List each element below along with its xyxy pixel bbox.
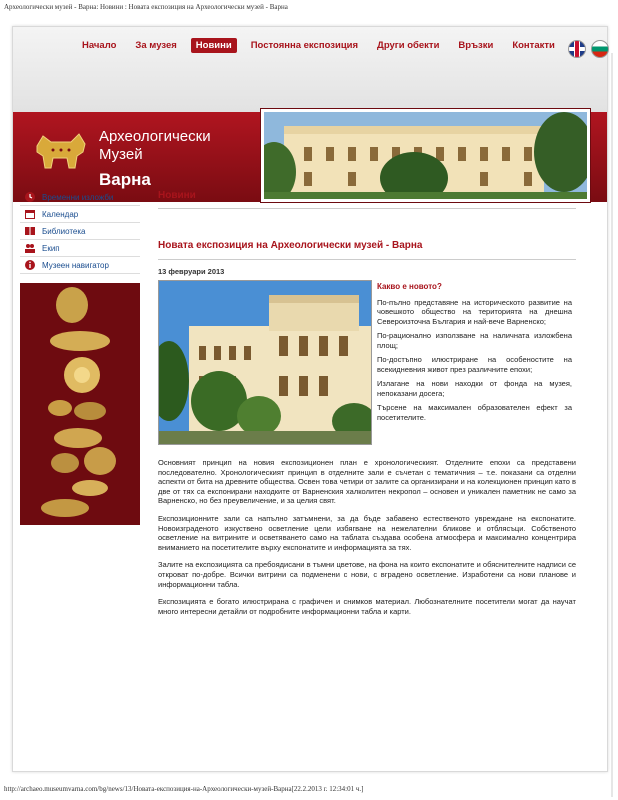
article-body xyxy=(158,458,576,624)
gold-artifacts-image xyxy=(20,283,140,525)
logo-line-1: Археологически xyxy=(99,128,211,145)
whats-new-box xyxy=(377,282,572,427)
article-museum-photo xyxy=(158,280,372,445)
logo-line-3: Варна xyxy=(99,170,151,189)
logo-line-2: Музей xyxy=(99,146,143,163)
article-date: 13 февруари 2013 xyxy=(158,267,225,276)
divider xyxy=(158,259,576,260)
article-paragraph: Експозицията е богато илюстрирана с графичен и снимков материал. Любознателните посетители могат да научат много интересни детайли от подробните информационни табла и карти. xyxy=(158,597,576,616)
gold-bull-logo-icon xyxy=(31,128,91,173)
sidebar-item-3[interactable] xyxy=(20,240,140,257)
sidebar-item-label: Календар xyxy=(42,209,79,219)
whats-new-point: Търсене на максимален образователен ефект за посетителите. xyxy=(377,403,572,422)
divider xyxy=(158,208,576,209)
whats-new-point: Излагане на нови находки от фонда на музея, непоказани досега; xyxy=(377,379,572,398)
team-icon xyxy=(24,242,36,254)
nav-item-0[interactable]: Начало xyxy=(82,40,117,51)
sidebar-item-label: Временни изложби xyxy=(42,192,114,202)
sidebar-item-label: Музеен навигатор xyxy=(42,260,109,270)
whats-new-point: По-пълно представяне на историческото развитие на човешкото общество на територията на днешна Североизточна България и най-вече Варненско; xyxy=(377,297,572,326)
article-paragraph: Залите на експозицията са пребоядисани в тъмни цветове, на фона на които експонатите и обяснителните надписи се откроват по-добре. Всички витрини са подменени с нови, с вградено осветление. Изработени са нови планове и информационни табла. xyxy=(158,560,576,589)
nav-item-1[interactable]: За музея xyxy=(135,40,177,51)
sidebar-item-label: Екип xyxy=(42,243,60,253)
gold-artifacts-gallery xyxy=(20,283,140,525)
whats-new-point: По-рационално използване на наличната изложбена площ; xyxy=(377,331,572,350)
sidebar-menu xyxy=(20,189,140,274)
main-nav xyxy=(77,38,569,53)
book-icon xyxy=(24,225,36,237)
calendar-icon xyxy=(24,208,36,220)
nav-item-6[interactable]: Контакти xyxy=(512,40,555,51)
nav-item-5[interactable]: Връзки xyxy=(458,40,494,51)
sidebar-item-1[interactable] xyxy=(20,206,140,223)
nav-item-3[interactable]: Постоянна експозиция xyxy=(250,40,359,51)
sidebar-item-label: Библиотека xyxy=(42,226,86,236)
print-header: Археологически музей - Варна: Новини : Новата експозиция на Археологически музей - Варна xyxy=(4,3,288,11)
article-paragraph: Експозиционните зали са напълно затъмнени, за да бъде забавено естественото увреждане на експонатите. Новоизграденото изкуствено осветление цели избягване на нежелателни бликове и отблясъци. Собственото осветление на витрините и осветяването само на таблата създава особена атмосфера и максимално концентрира вниманието на посетителите върху експонатите и информацията за тях. xyxy=(158,513,576,552)
whats-new-heading: Какво е новото? xyxy=(377,282,442,291)
clock-icon xyxy=(24,191,36,203)
whats-new-point: По-достъпно илюстриране на особеностите на всекидневния живот през различните епохи; xyxy=(377,355,572,374)
english-flag-icon[interactable] xyxy=(568,40,586,58)
article-paragraph: Основният принцип на новия експозиционен план е хронологическият. Отделните епохи са представени последователно. Хронологическият принцип в отделните зали е съчетан с тематичния – т.е. показани са отделни аспекти от бита на древните общества. Освен това четири от залите са организирани и на колекционен принцип като в две от тях са експонирани находките от Варненския халколитен некропол – основен и уникален паметник не само за Варненско, но без преувеличение, и за целия свят. xyxy=(158,458,576,506)
sidebar-item-4[interactable] xyxy=(20,257,140,274)
right-edge xyxy=(611,53,613,797)
print-footer: http://archaeo.museumvarna.com/bg/news/13/Новата-експозиция-на-Археологически-музей-Варна[22.2.2013 г. 12:34:01 ч.] xyxy=(4,785,364,793)
bulgarian-flag-icon[interactable] xyxy=(591,40,609,58)
article-title[interactable]: Новата експозиция на Археологически музей - Варна xyxy=(158,240,423,251)
sidebar-item-2[interactable] xyxy=(20,223,140,240)
top-bar xyxy=(13,27,607,112)
museum-building-photo xyxy=(264,112,587,199)
nav-item-4[interactable]: Други обекти xyxy=(377,40,440,51)
museum-logo[interactable] xyxy=(31,120,246,200)
header-photo-frame xyxy=(260,108,591,203)
nav-item-2[interactable]: Новини xyxy=(191,38,237,53)
sidebar-item-0[interactable] xyxy=(20,189,140,206)
info-icon xyxy=(24,259,36,271)
section-title: Новини xyxy=(158,190,196,201)
